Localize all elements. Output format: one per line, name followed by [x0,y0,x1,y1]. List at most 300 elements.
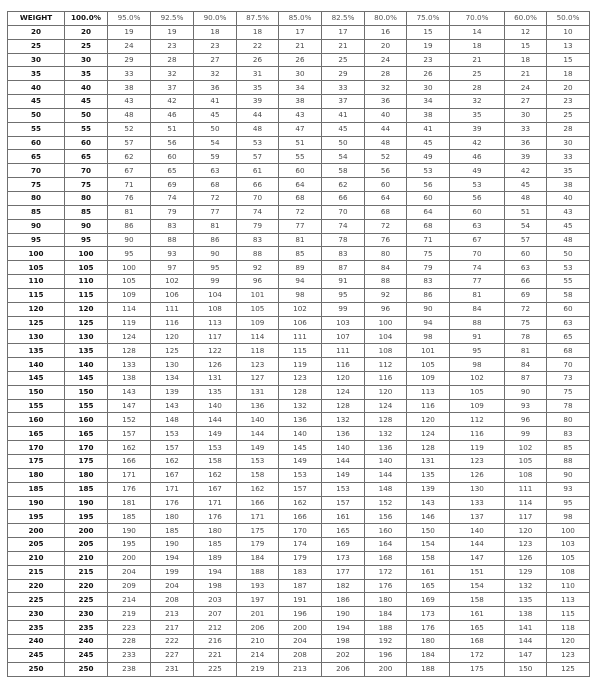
table-row [8,316,590,330]
weight-cell: 190 [8,496,65,510]
percent-value-cell: 172 [365,565,407,579]
percent-value-cell: 180 [194,524,237,538]
percent-value-cell: 71 [407,233,450,247]
weight-cell: 50 [8,108,65,122]
percent-value-cell: 158 [450,593,505,607]
percent-value-cell: 120 [365,385,407,399]
weight-cell: 80 [8,191,65,205]
percent-value-cell: 140 [365,455,407,469]
percent-value-cell: 64 [279,178,322,192]
percent-value-cell: 151 [450,565,505,579]
table-row [8,261,590,275]
percent-value-cell: 147 [505,648,547,662]
percent-value-cell: 57 [108,136,151,150]
percent-value-cell: 194 [194,565,237,579]
percent-value-cell: 57 [237,150,279,164]
table-row [8,399,590,413]
weight-cell: 65 [8,150,65,164]
weight-cell: 175 [8,455,65,469]
percent-value-cell: 188 [365,621,407,635]
weight-cell: 150 [8,385,65,399]
table-row [8,288,590,302]
percent-value-cell: 55 [547,275,590,289]
percent-value-cell: 30 [547,136,590,150]
percent-value-cell: 90 [547,468,590,482]
percent-value-cell: 89 [279,261,322,275]
table-row [8,441,590,455]
percent-value-cell: 186 [322,593,365,607]
percent-value-cell: 108 [365,344,407,358]
max-cell: 165 [65,427,108,441]
percent-value-cell: 202 [322,648,365,662]
percent-value-cell: 10 [547,25,590,39]
percent-value-cell: 45 [194,108,237,122]
percent-value-cell: 69 [505,288,547,302]
percent-value-cell: 171 [151,482,194,496]
percent-value-cell: 21 [505,67,547,81]
percent-value-cell: 23 [547,95,590,109]
percent-value-cell: 161 [322,510,365,524]
weight-cell: 75 [8,178,65,192]
table-row [8,427,590,441]
table-row [8,524,590,538]
table-row [8,330,590,344]
percent-value-cell: 19 [108,25,151,39]
percent-value-cell: 32 [194,67,237,81]
percent-value-cell: 74 [151,191,194,205]
percent-value-cell: 24 [365,53,407,67]
percent-value-cell: 46 [151,108,194,122]
percent-value-cell: 188 [237,565,279,579]
percent-value-cell: 195 [108,538,151,552]
max-cell: 35 [65,67,108,81]
percent-value-cell: 167 [151,468,194,482]
percent-value-cell: 38 [108,81,151,95]
percent-value-cell: 100 [108,261,151,275]
percent-value-cell: 161 [407,565,450,579]
weight-cell: 125 [8,316,65,330]
percent-value-cell: 95 [322,288,365,302]
percent-value-cell: 42 [505,164,547,178]
percent-value-cell: 42 [450,136,505,150]
max-cell: 160 [65,413,108,427]
percent-value-cell: 33 [547,150,590,164]
percent-value-cell: 119 [450,441,505,455]
percent-value-cell: 88 [365,275,407,289]
percent-value-cell: 41 [407,122,450,136]
percent-value-cell: 173 [407,607,450,621]
percent-value-cell: 62 [108,150,151,164]
percent-value-cell: 132 [365,427,407,441]
max-cell: 105 [65,261,108,275]
percent-value-cell: 152 [365,496,407,510]
weight-cell: 115 [8,288,65,302]
percent-value-cell: 214 [237,648,279,662]
max-cell: 215 [65,565,108,579]
percent-value-cell: 222 [151,634,194,648]
percent-value-cell: 95 [547,496,590,510]
max-cell: 190 [65,496,108,510]
percent-value-cell: 206 [237,621,279,635]
table-row [8,648,590,662]
percent-value-cell: 113 [194,316,237,330]
percent-value-cell: 103 [547,538,590,552]
percent-value-cell: 138 [505,607,547,621]
percent-value-cell: 56 [365,164,407,178]
percent-value-cell: 51 [505,205,547,219]
percent-value-cell: 183 [279,565,322,579]
percent-value-cell: 51 [279,136,322,150]
percent-value-cell: 192 [365,634,407,648]
percent-value-cell: 213 [279,662,322,676]
percent-value-cell: 71 [108,178,151,192]
percent-value-cell: 53 [407,164,450,178]
percent-value-cell: 28 [365,67,407,81]
max-cell: 80 [65,191,108,205]
max-cell: 205 [65,538,108,552]
percent-value-cell: 154 [450,579,505,593]
percent-value-cell: 141 [505,621,547,635]
percent-value-cell: 30 [279,67,322,81]
percent-value-cell: 30 [407,81,450,95]
percent-value-cell: 126 [450,468,505,482]
percent-value-cell: 78 [322,233,365,247]
percent-value-cell: 56 [407,178,450,192]
percent-value-cell: 98 [407,330,450,344]
weight-cell: 30 [8,53,65,67]
percent-value-cell: 102 [450,371,505,385]
percent-value-cell: 66 [505,275,547,289]
percent-value-cell: 50 [547,247,590,261]
max-cell: 100 [65,247,108,261]
percent-value-cell: 204 [279,634,322,648]
percent-value-cell: 200 [279,621,322,635]
max-cell: 115 [65,288,108,302]
table-row [8,39,590,53]
table-row [8,538,590,552]
percent-value-cell: 219 [237,662,279,676]
percent-value-cell: 29 [108,53,151,67]
percent-value-cell: 43 [547,205,590,219]
percent-value-cell: 223 [108,621,151,635]
percent-value-cell: 112 [365,358,407,372]
percent-value-cell: 80 [547,413,590,427]
percent-value-cell: 193 [237,579,279,593]
weight-cell: 105 [8,261,65,275]
percent-value-cell: 113 [407,385,450,399]
percent-value-cell: 136 [365,441,407,455]
percent-value-cell: 106 [151,288,194,302]
percent-value-cell: 53 [547,261,590,275]
percent-value-cell: 127 [237,371,279,385]
table-body [8,25,590,676]
max-cell: 170 [65,441,108,455]
percent-value-cell: 77 [194,205,237,219]
table-row [8,593,590,607]
percent-value-cell: 14 [450,25,505,39]
percent-value-cell: 18 [505,53,547,67]
percent-value-cell: 102 [279,302,322,316]
percent-value-cell: 76 [108,191,151,205]
percent-value-cell: 122 [194,344,237,358]
weight-cell: 170 [8,441,65,455]
percent-value-cell: 39 [237,95,279,109]
percent-value-cell: 39 [505,150,547,164]
percent-value-cell: 125 [547,662,590,676]
percent-value-cell: 198 [194,579,237,593]
percent-value-cell: 67 [108,164,151,178]
max-cell: 20 [65,25,108,39]
percent-value-cell: 174 [279,538,322,552]
percent-value-cell: 60 [279,164,322,178]
percent-value-cell: 123 [450,455,505,469]
percent-value-cell: 95 [450,344,505,358]
weight-cell: 40 [8,81,65,95]
percent-value-cell: 75 [547,385,590,399]
table-row [8,219,590,233]
percent-value-cell: 154 [407,538,450,552]
percent-value-cell: 33 [322,81,365,95]
max-cell: 110 [65,275,108,289]
percent-value-cell: 114 [505,496,547,510]
percent-value-cell: 51 [151,122,194,136]
weight-cell: 165 [8,427,65,441]
percent-value-cell: 120 [322,371,365,385]
percent-value-cell: 54 [194,136,237,150]
weight-cell: 200 [8,524,65,538]
percent-value-cell: 106 [279,316,322,330]
percent-value-cell: 63 [547,316,590,330]
percent-value-cell: 83 [151,219,194,233]
percent-value-cell: 219 [108,607,151,621]
percent-value-cell: 35 [237,81,279,95]
percent-value-cell: 18 [547,67,590,81]
table-row [8,482,590,496]
percent-value-cell: 158 [194,455,237,469]
percent-value-cell: 49 [450,164,505,178]
percent-value-cell: 197 [237,593,279,607]
percent-value-cell: 120 [547,634,590,648]
percent-value-cell: 188 [407,662,450,676]
percent-value-cell: 164 [365,538,407,552]
percent-value-cell: 73 [547,371,590,385]
percent-value-cell: 123 [505,538,547,552]
percent-value-cell: 21 [322,39,365,53]
percent-value-cell: 157 [108,427,151,441]
percent-value-cell: 64 [407,205,450,219]
percent-value-cell: 210 [237,634,279,648]
percent-value-cell: 150 [407,524,450,538]
percent-value-cell: 133 [450,496,505,510]
percent-value-cell: 146 [407,510,450,524]
max-cell: 130 [65,330,108,344]
percent-value-cell: 41 [194,95,237,109]
percent-value-cell: 108 [194,302,237,316]
percent-value-cell: 101 [237,288,279,302]
percent-value-cell: 42 [151,95,194,109]
percent-value-cell: 143 [108,385,151,399]
percent-value-cell: 214 [108,593,151,607]
weight-cell: 185 [8,482,65,496]
percent-value-cell: 68 [547,344,590,358]
percent-value-cell: 58 [547,288,590,302]
weight-cell: 110 [8,275,65,289]
percent-value-cell: 20 [365,39,407,53]
percent-value-cell: 32 [365,81,407,95]
max-cell: 85 [65,205,108,219]
percent-value-cell: 225 [194,662,237,676]
percent-value-cell: 22 [237,39,279,53]
percent-value-cell: 29 [322,67,365,81]
percent-value-cell: 33 [108,67,151,81]
max-cell: 145 [65,371,108,385]
percent-value-cell: 70 [450,247,505,261]
percent-value-cell: 156 [365,510,407,524]
weight-cell: 145 [8,371,65,385]
percent-value-cell: 15 [505,39,547,53]
weight-cell: 45 [8,95,65,109]
table-row [8,53,590,67]
percent-value-cell: 27 [194,53,237,67]
percent-value-cell: 169 [322,538,365,552]
percent-value-cell: 95 [108,247,151,261]
percent-value-cell: 140 [322,441,365,455]
max-cell: 225 [65,593,108,607]
weight-cell: 250 [8,662,65,676]
percent-value-cell: 93 [505,399,547,413]
percent-value-cell: 166 [237,496,279,510]
percent-value-cell: 100 [547,524,590,538]
percent-value-cell: 148 [365,482,407,496]
percent-value-cell: 158 [407,551,450,565]
percent-value-cell: 212 [194,621,237,635]
percent-value-cell: 104 [365,330,407,344]
percent-value-cell: 72 [194,191,237,205]
percent-value-cell: 50 [194,122,237,136]
percent-value-cell: 69 [151,178,194,192]
percent-value-cell: 133 [108,358,151,372]
percent-value-cell: 125 [151,344,194,358]
percent-value-cell: 48 [505,191,547,205]
percent-value-cell: 40 [365,108,407,122]
percent-value-cell: 166 [108,455,151,469]
percent-value-cell: 18 [194,25,237,39]
percent-value-cell: 169 [407,593,450,607]
percent-value-cell: 56 [450,191,505,205]
weight-cell: 245 [8,648,65,662]
percent-value-cell: 105 [407,358,450,372]
column-header-percent: 60.0% [505,12,547,26]
percent-value-cell: 56 [151,136,194,150]
percent-value-cell: 72 [365,219,407,233]
max-cell: 65 [65,150,108,164]
weight-cell: 225 [8,593,65,607]
percent-value-cell: 35 [547,164,590,178]
table-row [8,662,590,676]
percent-value-cell: 34 [407,95,450,109]
percent-value-cell: 162 [194,468,237,482]
max-cell: 140 [65,358,108,372]
max-cell: 155 [65,399,108,413]
percent-value-cell: 49 [407,150,450,164]
weight-cell: 85 [8,205,65,219]
percent-value-cell: 177 [322,565,365,579]
percent-value-cell: 88 [450,316,505,330]
percent-value-cell: 162 [108,441,151,455]
percent-value-cell: 60 [151,150,194,164]
percent-value-cell: 149 [194,427,237,441]
percent-value-cell: 45 [407,136,450,150]
percent-value-cell: 86 [407,288,450,302]
percent-value-cell: 94 [279,275,322,289]
percent-value-cell: 123 [237,358,279,372]
percent-value-cell: 136 [322,427,365,441]
max-cell: 250 [65,662,108,676]
percent-value-cell: 46 [450,150,505,164]
max-cell: 30 [65,53,108,67]
percent-value-cell: 123 [279,371,322,385]
percent-value-cell: 45 [505,178,547,192]
weight-cell: 120 [8,302,65,316]
max-cell: 245 [65,648,108,662]
percent-value-cell: 153 [322,482,365,496]
percent-value-cell: 105 [108,275,151,289]
percent-value-cell: 201 [237,607,279,621]
percent-value-cell: 84 [450,302,505,316]
percent-value-cell: 39 [450,122,505,136]
percent-value-cell: 217 [151,621,194,635]
percent-value-cell: 128 [279,385,322,399]
percent-value-cell: 140 [450,524,505,538]
percent-value-cell: 184 [237,551,279,565]
percent-value-cell: 79 [407,261,450,275]
percent-value-cell: 118 [547,621,590,635]
percent-value-cell: 199 [151,565,194,579]
table-row [8,275,590,289]
percent-value-cell: 136 [279,413,322,427]
percent-value-cell: 176 [151,496,194,510]
percent-value-cell: 23 [407,53,450,67]
table-row [8,621,590,635]
max-cell: 220 [65,579,108,593]
weight-cell: 180 [8,468,65,482]
max-cell: 150 [65,385,108,399]
percent-value-cell: 28 [547,122,590,136]
percent-value-cell: 101 [407,344,450,358]
percent-value-cell: 98 [547,510,590,524]
column-header-percent: 87.5% [237,12,279,26]
weight-cell: 210 [8,551,65,565]
percent-value-cell: 124 [322,385,365,399]
percent-value-cell: 37 [151,81,194,95]
max-cell: 90 [65,219,108,233]
table-row [8,358,590,372]
percent-value-cell: 95 [194,261,237,275]
column-header-percent: 95.0% [108,12,151,26]
percent-value-cell: 126 [194,358,237,372]
percent-value-cell: 179 [279,551,322,565]
percent-value-cell: 221 [194,648,237,662]
weight-cell: 230 [8,607,65,621]
percent-value-cell: 105 [237,302,279,316]
percent-value-cell: 147 [108,399,151,413]
weight-cell: 220 [8,579,65,593]
table-row [8,302,590,316]
table-row [8,25,590,39]
percent-value-cell: 144 [237,427,279,441]
max-cell: 40 [65,81,108,95]
percent-value-cell: 181 [108,496,151,510]
